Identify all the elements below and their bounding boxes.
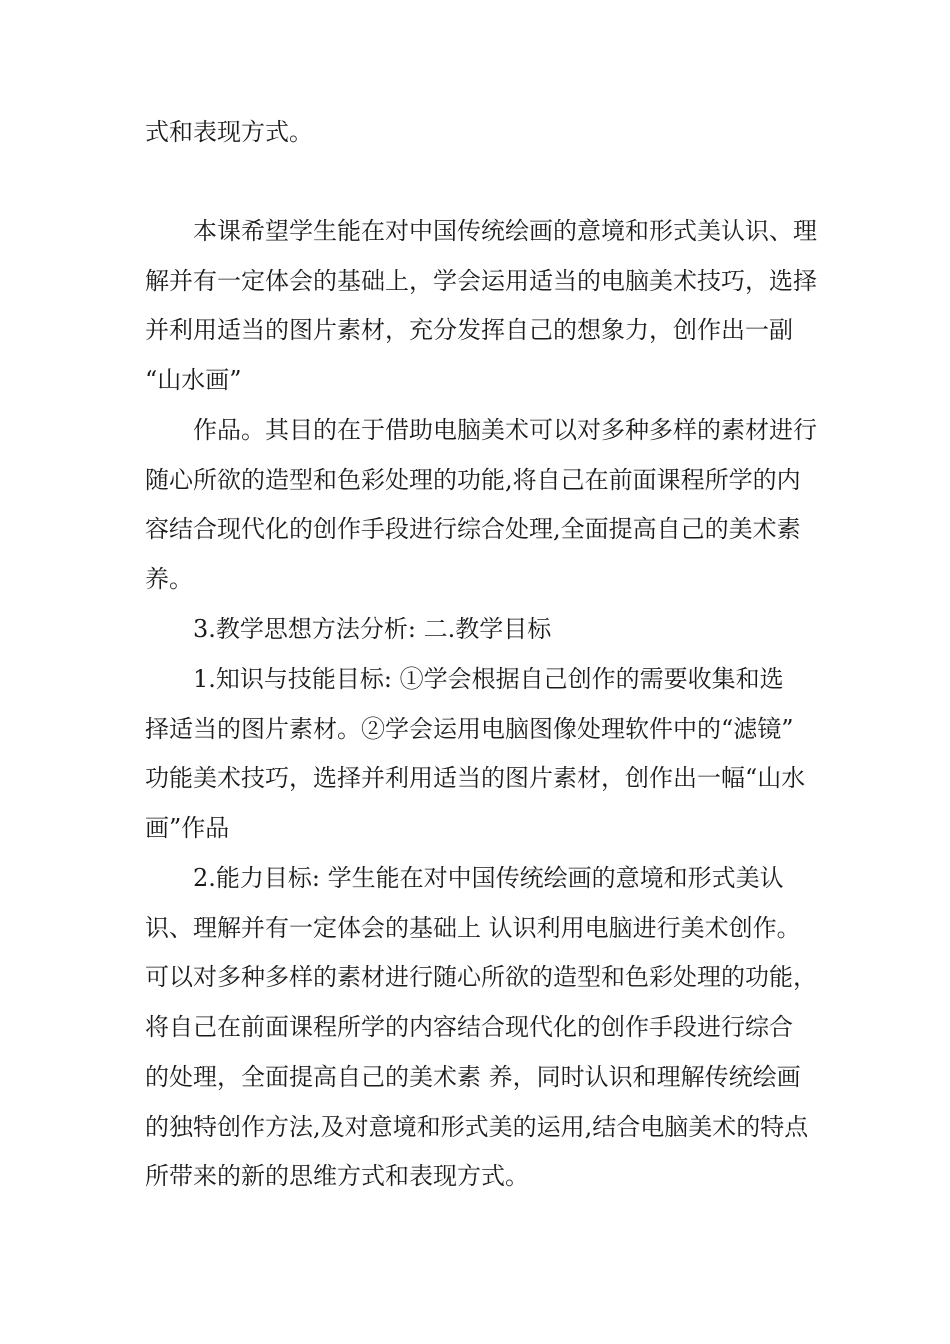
paragraph-4-line-3: 可以对多种多样的素材进行随心所欲的造型和色彩处理的功能， [145, 963, 817, 991]
paragraph-4-line-4: 将自己在前面课程所学的内容结合现代化的创作手段进行综合 [145, 1013, 793, 1041]
paragraph-4-line-5: 的处理，全面提高自己的美术素 养，同时认识和理解传统绘画 [145, 1063, 801, 1091]
paragraph-4-line-1: 2.能力目标: 学生能在对中国传统绘画的意境和形式美认 [193, 864, 784, 892]
paragraph-3-line-2: 择适当的图片素材。②学会运用电脑图像处理软件中的“滤镜” [145, 715, 794, 743]
paragraph-2-line-2: 随心所欲的造型和色彩处理的功能,将自己在前面课程所学的内 [145, 466, 801, 494]
paragraph-2-line-4: 养。 [145, 565, 193, 593]
paragraph-1-line-1: 本课希望学生能在对中国传统绘画的意境和形式美认识、理 [193, 217, 817, 245]
paragraph-3-line-1: 1.知识与技能目标: ①学会根据自己创作的需要收集和选 [193, 665, 784, 693]
paragraph-1-line-4: “山水画” [145, 366, 242, 394]
paragraph-3-line-4: 画”作品 [145, 814, 230, 842]
paragraph-4-line-7: 所带来的新的思维方式和表现方式。 [145, 1162, 529, 1190]
paragraph-3-line-3: 功能美术技巧，选择并利用适当的图片素材，创作出一幅“山水 [145, 764, 806, 792]
paragraph-1-line-3: 并利用适当的图片素材，充分发挥自己的想象力，创作出一副 [145, 316, 793, 344]
paragraph-2-line-1: 作品。其目的在于借助电脑美术可以对多种多样的素材进行 [193, 416, 817, 444]
text-line-1: 式和表现方式。 [145, 118, 313, 146]
section-heading-line: 3.教学思想方法分析: 二.教学目标 [193, 615, 552, 643]
paragraph-4-line-2: 识、理解并有一定体会的基础上 认识利用电脑进行美术创作。 [145, 914, 801, 942]
paragraph-1-line-2: 解并有一定体会的基础上，学会运用适当的电脑美术技巧，选择 [145, 267, 817, 295]
paragraph-4-line-6: 的独特创作方法,及对意境和形式美的运用,结合电脑美术的特点 [145, 1113, 809, 1141]
paragraph-2-line-3: 容结合现代化的创作手段进行综合处理,全面提高自己的美术素 [145, 515, 801, 543]
